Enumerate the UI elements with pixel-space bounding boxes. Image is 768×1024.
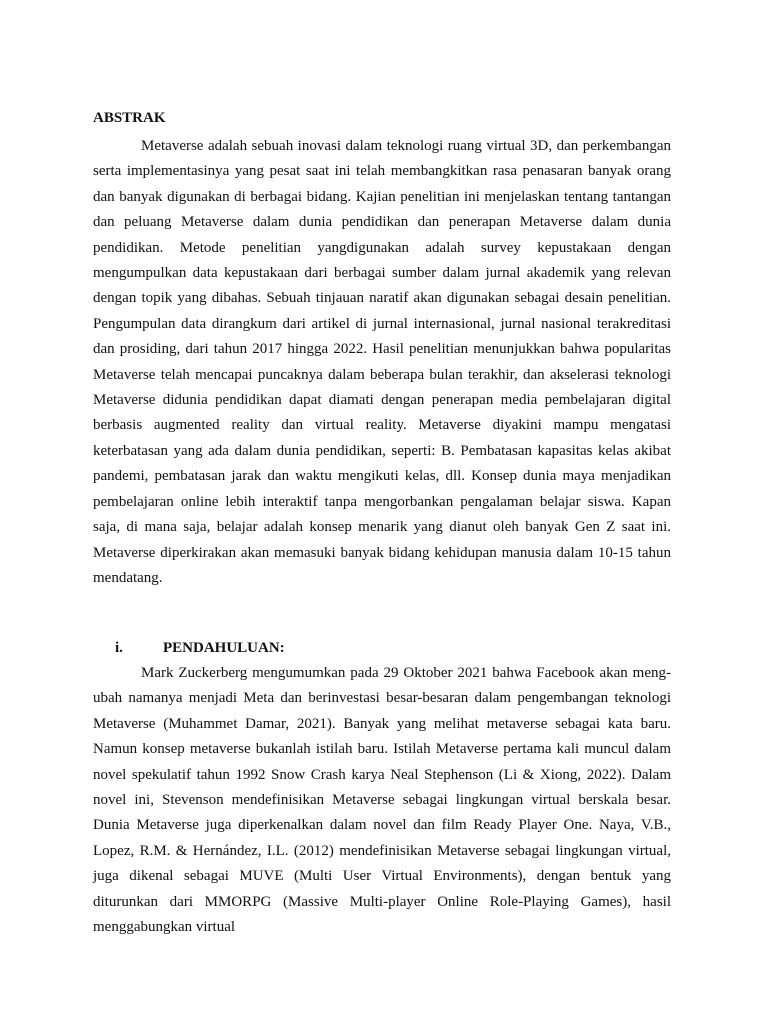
section-number: i. (115, 640, 123, 656)
introduction-heading (115, 640, 285, 657)
abstract-heading: ABSTRAK (93, 110, 166, 126)
abstract-paragraph: Metaverse adalah sebuah inovasi dalam teknologi ruang virtual 3D, dan perkembangan serta implementasinya yang pesat saat ini telah membangkitkan rasa penasaran banyak orang dan banyak digunakan di berbagai bidang. Kajian penelitian ini menjelaskan tentang tantangan dan peluang Metaverse dalam dunia pendidikan dan penerapan Metaverse dalam dunia pendidikan. Metode penelitian yangdigunakan adalah survey kepustakaan dengan mengumpulkan data kepustakaan dari berbagai sumber dalam jurnal akademik yang relevan dengan topik yang dibahas. Sebuah tinjauan naratif akan digunakan sebagai desain penelitian. Pengumpulan data dirangkum dari artikel di jurnal internasional, jurnal nasional terakreditasi dan prosiding, dari tahun 2017 hingga 2022. Hasil penelitian menunjukkan bahwa popularitas Metaverse telah mencapai puncaknya dalam beberapa bulan terakhir, dan akselerasi teknologi Metaverse didunia pendidikan dapat diamati dengan penerapan media pembelajaran digital berbasis augmented reality dan virtual reality. Metaverse diyakini mampu mengatasi keterbatasan yang ada dalam dunia pendidikan, seperti: B. Pembatasan kapasitas kelas akibat pandemi, pembatasan jarak dan waktu mengikuti kelas, dll. Konsep dunia maya menjadikan pembelajaran online lebih interaktif tanpa mengorbankan pengalaman belajar siswa. Kapan saja, di mana saja, belajar adalah konsep menarik yang dianut oleh banyak Gen Z saat ini. Metaverse diperkirakan akan memasuki banyak bidang kehidupan manusia dalam 10-15 tahun mendatang. (93, 138, 671, 586)
introduction-paragraph: Mark Zuckerberg mengumumkan pada 29 Oktober 2021 bahwa Facebook akan meng-ubah namanya menjadi Meta dan berinvestasi besar-besaran dalam pengembangan teknologi Metaverse (Muhammet Damar, 2021). Banyak yang melihat metaverse sebagai kata baru. Namun konsep metaverse bukanlah istilah baru. Istilah Metaverse pertama kali muncul dalam novel spekulatif tahun 1992 Snow Crash karya Neal Stephenson (Li & Xiong, 2022). Dalam novel ini, Stevenson mendefinisikan Metaverse sebagai lingkungan virtual berskala besar. Dunia Metaverse juga diperkenalkan dalam novel dan film Ready Player One. Naya, V.B., Lopez, R.M. & Hernández, I.L. (2012) mendefinisikan Metaverse sebagai lingkungan virtual, juga dikenal sebagai MUVE (Multi User Virtual Environments), dengan bentuk yang diturunkan dari MMORPG (Massive Multi-player Online Role-Playing Games), hasil menggabungkan virtual (93, 665, 671, 936)
section-title: PENDAHULUAN: (163, 640, 285, 656)
